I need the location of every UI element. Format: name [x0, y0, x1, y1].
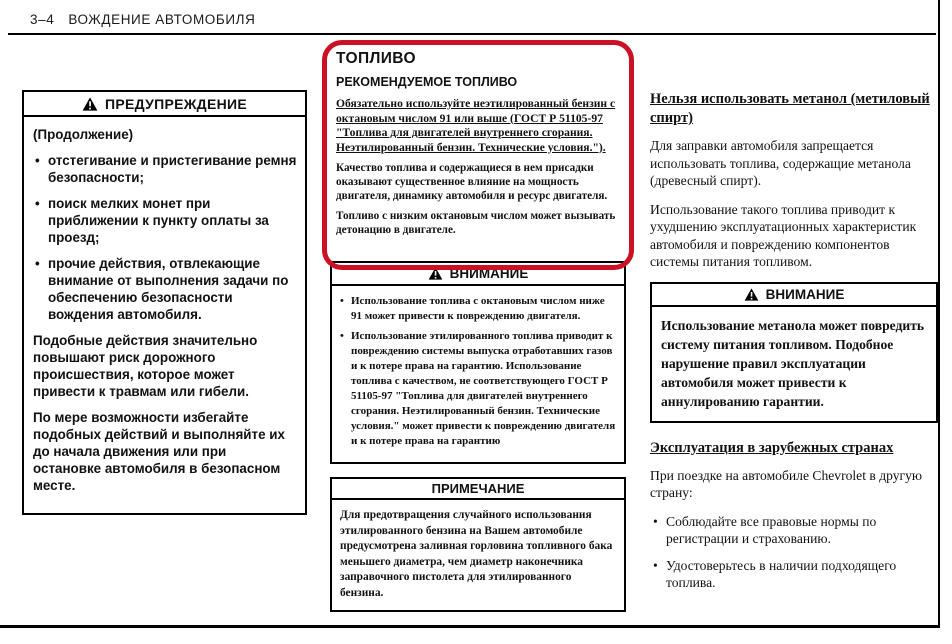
warning-bullet: • прочие действия, отвлекающие внимание от выполнения задачи по обеспечению безопасности вождения автомобиля. [33, 255, 297, 323]
abroad-bullet: • Удостоверьтесь в наличии подходящего топлива. [650, 557, 938, 592]
attention-box-title [650, 282, 938, 307]
warning-box-title [22, 90, 307, 117]
methanol-paragraph: Использование такого топлива приводит к ухудшению эксплуатационных характеристик автомобиля и повреждению компонентов системы питания топливом. [650, 201, 917, 269]
warning-bullet: • отстегивание и пристегивание ремня безопасности; [33, 152, 297, 186]
fuel-paragraph: Качество топлива и содержащиеся в нем присадки оказывают существенное влияние на мощность двигателя, динамику автомобиля и ресурс двигателя. [336, 162, 608, 202]
note-box [330, 477, 626, 612]
fuel-paragraph: Топливо с низким октановым числом может вызывать детонацию в двигателе. [336, 210, 616, 236]
attention-bullet: • Использование этилированного топлива приводит к повреждению системы выпуска отработавших газов и к потере права на гарантию. Использование топлива с качеством, не соответствующего ГОСТ Р 51105-97 "Топлива для двигателей внутреннего сгорания. Неэтилированный бензин. Технические условия." может привести к повреждению двигателя и к потере права на гарантию [339, 329, 618, 449]
chapter-title: ВОЖДЕНИЕ АВТОМОБИЛЯ [68, 12, 256, 27]
warning-box-body [22, 117, 307, 515]
warning-bullet-list [33, 152, 297, 323]
methanol-paragraph: Для заправки автомобиля запрещается использовать топлива, содержащие метанола (древесный спирт). [650, 138, 911, 188]
warning-continuation: (Продолжение) [33, 127, 134, 142]
attention-bullet: • Использование топлива с октановым числом ниже 91 может привести к повреждению двигателя. [339, 294, 618, 324]
abroad-intro: При поездке на автомобиле Chevrolet в другую страну: [650, 467, 923, 500]
left-column [22, 90, 307, 515]
page-header [30, 12, 255, 27]
note-title-label: ПРИМЕЧАНИЕ [431, 481, 525, 496]
warning-triangle-icon [744, 288, 759, 301]
attention-box-body [330, 286, 626, 464]
fuel-mandate-text: Обязательно используйте неэтилированный бензин с октановым числом 91 или выше (ГОСТ Р 51105-97 "Топлива для двигателей внутреннего сгорания. Неэтилированный бензин. Технические условия."). [336, 97, 616, 154]
right-attention-box [650, 282, 938, 423]
heading-foreign-countries: Эксплуатация в зарубежных странах [650, 439, 894, 456]
abroad-bullet: • Соблюдайте все правовые нормы по регистрации и страхованию. [650, 513, 938, 548]
middle-column [330, 48, 626, 612]
warning-triangle-icon [428, 267, 443, 280]
note-box-title [330, 477, 626, 500]
right-column [650, 90, 938, 601]
abroad-bullet-list [650, 513, 938, 592]
attention-bullet-list [339, 294, 618, 449]
fuel-section [330, 48, 626, 237]
warning-paragraph: По мере возможности избегайте подобных действий и выполняйте их до начала движения или при остановке автомобиля в безопасном месте. [33, 410, 285, 493]
warning-bullet: • поиск мелких монет при приближении к пункту оплаты за проезд; [33, 195, 297, 246]
mid-attention-box [330, 261, 626, 464]
attention-box-body [650, 307, 938, 423]
section-title-fuel: ТОПЛИВО [336, 50, 416, 67]
page-number: 3–4 [30, 12, 55, 27]
attention-title-label: ВНИМАНИЕ [765, 286, 845, 302]
warning-title-label: ПРЕДУПРЕЖДЕНИЕ [104, 95, 247, 112]
warning-triangle-icon [82, 97, 98, 111]
heading-no-methanol: Нельзя использовать метанол (метиловый спирт) [650, 91, 930, 126]
subsection-title-recommended-fuel: РЕКОМЕНДУЕМОЕ ТОПЛИВО [336, 75, 518, 89]
warning-paragraph: Подобные действия значительно повышают риск дорожного происшествия, которое может привести к травмам или гибели. [33, 333, 258, 399]
note-box-body [330, 500, 626, 612]
header-rule [8, 33, 936, 35]
attention-title-label: ВНИМАНИЕ [449, 266, 529, 281]
attention-box-title [330, 261, 626, 286]
note-text: Для предотвращения случайного использования этилированного бензина на Вашем автомобиле предусмотрена заливная горловина топливного бака меньшего диаметра, чем диаметр наконечника заправочного пистолета для этилированного бензина. [340, 509, 613, 599]
attention-text: Использование метанола может повредить систему питания топливом. Подобное нарушение правил эксплуатации автомобиля может привести к аннулированию гарантии. [661, 317, 925, 409]
